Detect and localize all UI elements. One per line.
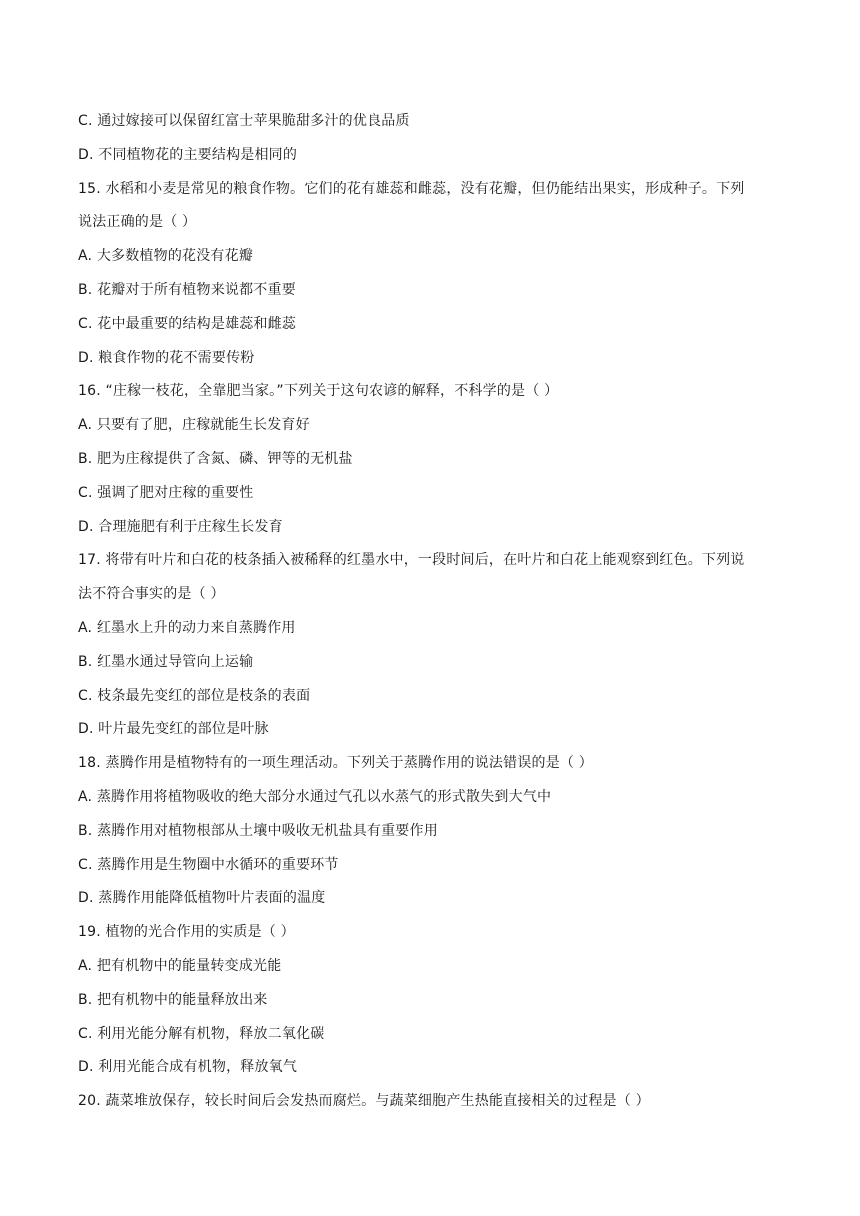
answer-option: D. 利用光能合成有机物，释放氧气 — [78, 1059, 298, 1076]
question-stem-line: 说法正确的是（ ） — [78, 214, 197, 231]
answer-option: C. 强调了肥对庄稼的重要性 — [78, 484, 254, 501]
answer-option: C. 蒸腾作用是生物圈中水循环的重要环节 — [78, 856, 339, 873]
answer-option: B. 把有机物中的能量释放出来 — [78, 991, 268, 1008]
question-stem-line: 16. “庄稼一枝花，全靠肥当家。”下列关于这句农谚的解释，不科学的是（ ） — [78, 383, 559, 400]
question-stem-line: 18. 蒸腾作用是植物特有的一项生理活动。下列关于蒸腾作用的说法错误的是（ ） — [78, 755, 593, 772]
answer-option: B. 花瓣对于所有植物来说都不重要 — [78, 282, 296, 298]
answer-option: C. 通过嫁接可以保留红富士苹果脆甜多汁的优良品质 — [78, 113, 410, 129]
question-stem-line: 15. 水稻和小麦是常见的粮食作物。它们的花有雄蕊和雌蕊，没有花瓣，但仍能结出果实，形成种子。下列 — [78, 180, 745, 197]
question-stem-line: 20. 蔬菜堆放保存，较长时间后会发热而腐烂。与蔬菜细胞产生热能直接相关的过程是（ ） — [78, 1093, 650, 1110]
answer-option: D. 叶片最先变红的部位是叶脉 — [78, 721, 269, 738]
answer-option: A. 只要有了肥，庄稼就能生长发育好 — [78, 417, 310, 434]
answer-option: B. 肥为庄稼提供了含氮、磷、钾等的无机盐 — [78, 451, 353, 467]
answer-option: D. 合理施肥有利于庄稼生长发育 — [78, 518, 283, 535]
answer-option: A. 蒸腾作用将植物吸收的绝大部分水通过气孔以水蒸气的形式散失到大气中 — [78, 789, 552, 805]
question-stem-line: 19. 植物的光合作用的实质是（ ） — [78, 924, 295, 941]
answer-option: B. 红墨水通过导管向上运输 — [78, 653, 254, 670]
question-stem-line: 法不符合事实的是（ ） — [78, 586, 225, 603]
answer-option: C. 花中最重要的结构是雄蕊和雌蕊 — [78, 315, 297, 332]
answer-option: A. 大多数植物的花没有花瓣 — [78, 248, 254, 265]
answer-option: B. 蒸腾作用对植物根部从土壤中吸收无机盐具有重要作用 — [78, 822, 438, 839]
answer-option: D. 蒸腾作用能降低植物叶片表面的温度 — [78, 890, 326, 907]
answer-option: D. 粮食作物的花不需要传粉 — [78, 349, 255, 366]
answer-option: C. 枝条最先变红的部位是枝条的表面 — [78, 687, 311, 704]
question-stem-line: 17. 将带有叶片和白花的枝条插入被稀释的红墨水中，一段时间后，在叶片和白花上能观察到红色。下列说 — [78, 552, 745, 569]
answer-option: D. 不同植物花的主要结构是相同的 — [78, 146, 298, 163]
answer-option: A. 红墨水上升的动力来自蒸腾作用 — [78, 620, 296, 636]
answer-option: C. 利用光能分解有机物，释放二氧化碳 — [78, 1025, 325, 1042]
answer-option: A. 把有机物中的能量转变成光能 — [78, 958, 282, 974]
